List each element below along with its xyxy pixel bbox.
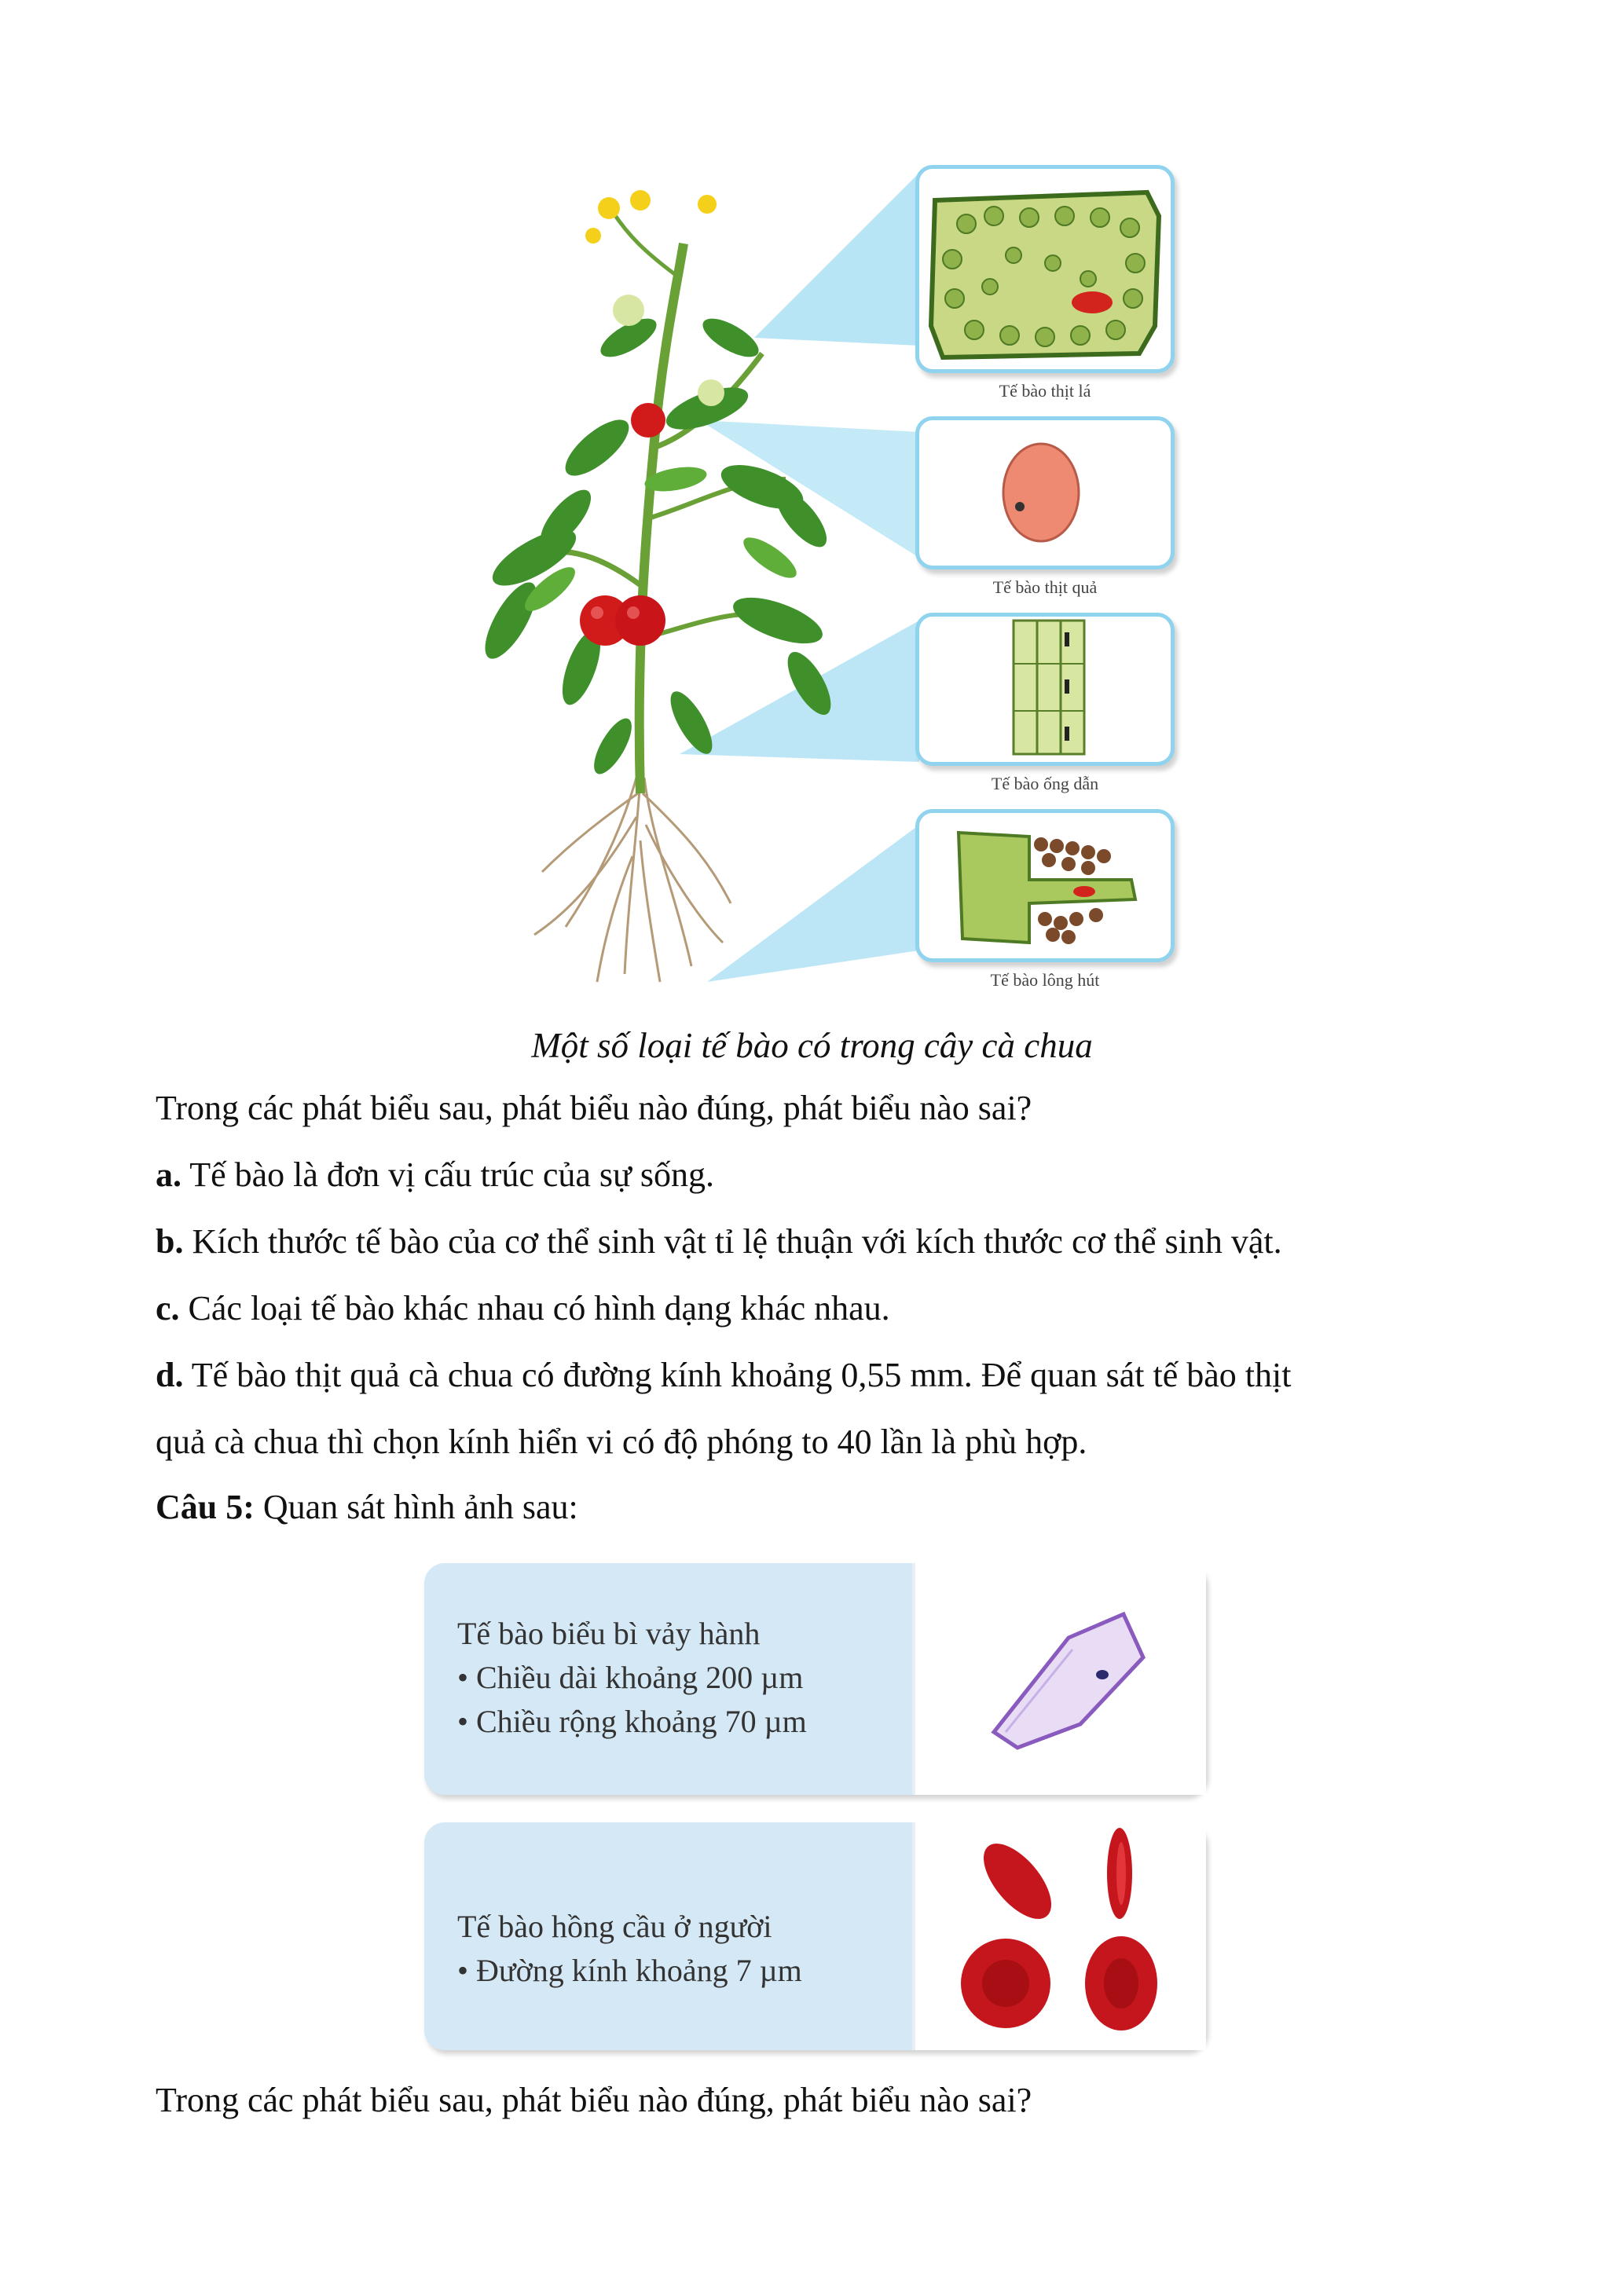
leaf-mesophyll-cell-image (919, 169, 1171, 369)
panel-label-vascular: Tế bào ống dẫn (991, 774, 1099, 793)
statement-b (156, 1221, 1282, 1262)
tomato-fruit (615, 595, 665, 646)
tomato-plant-illustration (440, 149, 880, 990)
statement-letter: d. (156, 1356, 184, 1394)
onion-cell-info (457, 1612, 807, 1744)
onion-cell-image-box (912, 1563, 1206, 1795)
panel-vascular-cell (915, 613, 1175, 766)
roots (534, 778, 731, 982)
root-hair-cell-image (919, 813, 1171, 958)
red-blood-cell-info (457, 1905, 802, 1993)
question-5-text: Quan sát hình ảnh sau: (254, 1488, 578, 1526)
vascular-cell-image (919, 617, 1171, 762)
red-blood-cell-title: Tế bào hồng cầu ở người (457, 1909, 772, 1944)
panel-label-root-hair: Tế bào lông hút (990, 970, 1100, 990)
statement-a (156, 1155, 714, 1195)
panel-fruit-cell (915, 416, 1175, 569)
tomato-fruit (631, 403, 665, 438)
statement-text: Kích thước tế bào của cơ thể sinh vật tỉ lệ thuận với kích thước cơ thể sinh vật. (183, 1222, 1282, 1261)
statement-d-continued: quả cà chua thì chọn kính hiển vi có độ phóng to 40 lần là phù hợp. (156, 1423, 1087, 1461)
statement-text: Tế bào thịt quả cà chua có đường kính khoảng 0,55 mm. Để quan sát tế bào thịt (183, 1356, 1292, 1394)
statement-letter: a. (156, 1155, 181, 1194)
onion-cell-length: • Chiều dài khoảng 200 µm (457, 1660, 804, 1695)
panel-leaf-cell (915, 165, 1175, 373)
figure-caption: Một số loại tế bào có trong cây cà chua (531, 1026, 1093, 1065)
red-blood-cells-image (915, 1822, 1203, 2050)
statement-letter: c. (156, 1289, 180, 1327)
panel-root-hair-cell (915, 809, 1175, 962)
statement-letter: b. (156, 1222, 184, 1261)
red-blood-cell-image-box (912, 1822, 1206, 2050)
question-intro: Trong các phát biểu sau, phát biểu nào đúng, phát biểu nào sai? (156, 1089, 1032, 1127)
statement-text: Các loại tế bào khác nhau có hình dạng khác nhau. (179, 1289, 890, 1327)
statement-c (156, 1288, 890, 1328)
question-outro: Trong các phát biểu sau, phát biểu nào đúng, phát biểu nào sai? (156, 2081, 1032, 2119)
flowers (585, 190, 717, 244)
question-5-label: Câu 5: (156, 1488, 255, 1526)
question-5 (156, 1487, 578, 1527)
statement-text: Tế bào là đơn vị cấu trúc của sự sống. (181, 1155, 715, 1194)
onion-cell-card (424, 1563, 1206, 1795)
onion-cell-width: • Chiều rộng khoảng 70 µm (457, 1704, 807, 1739)
onion-cell-title: Tế bào biểu bì vảy hành (457, 1616, 761, 1651)
red-blood-cell-card (424, 1822, 1206, 2050)
red-blood-cell-diameter: • Đường kính khoảng 7 µm (457, 1953, 802, 1988)
fruit-flesh-cell-image (919, 420, 1171, 566)
panel-label-fruit: Tế bào thịt quả (992, 577, 1098, 597)
statement-d (156, 1355, 1291, 1395)
onion-epidermis-cell-image (915, 1563, 1203, 1795)
tomato-cell-figure (440, 149, 1194, 990)
panel-label-leaf: Tế bào thịt lá (999, 381, 1091, 401)
